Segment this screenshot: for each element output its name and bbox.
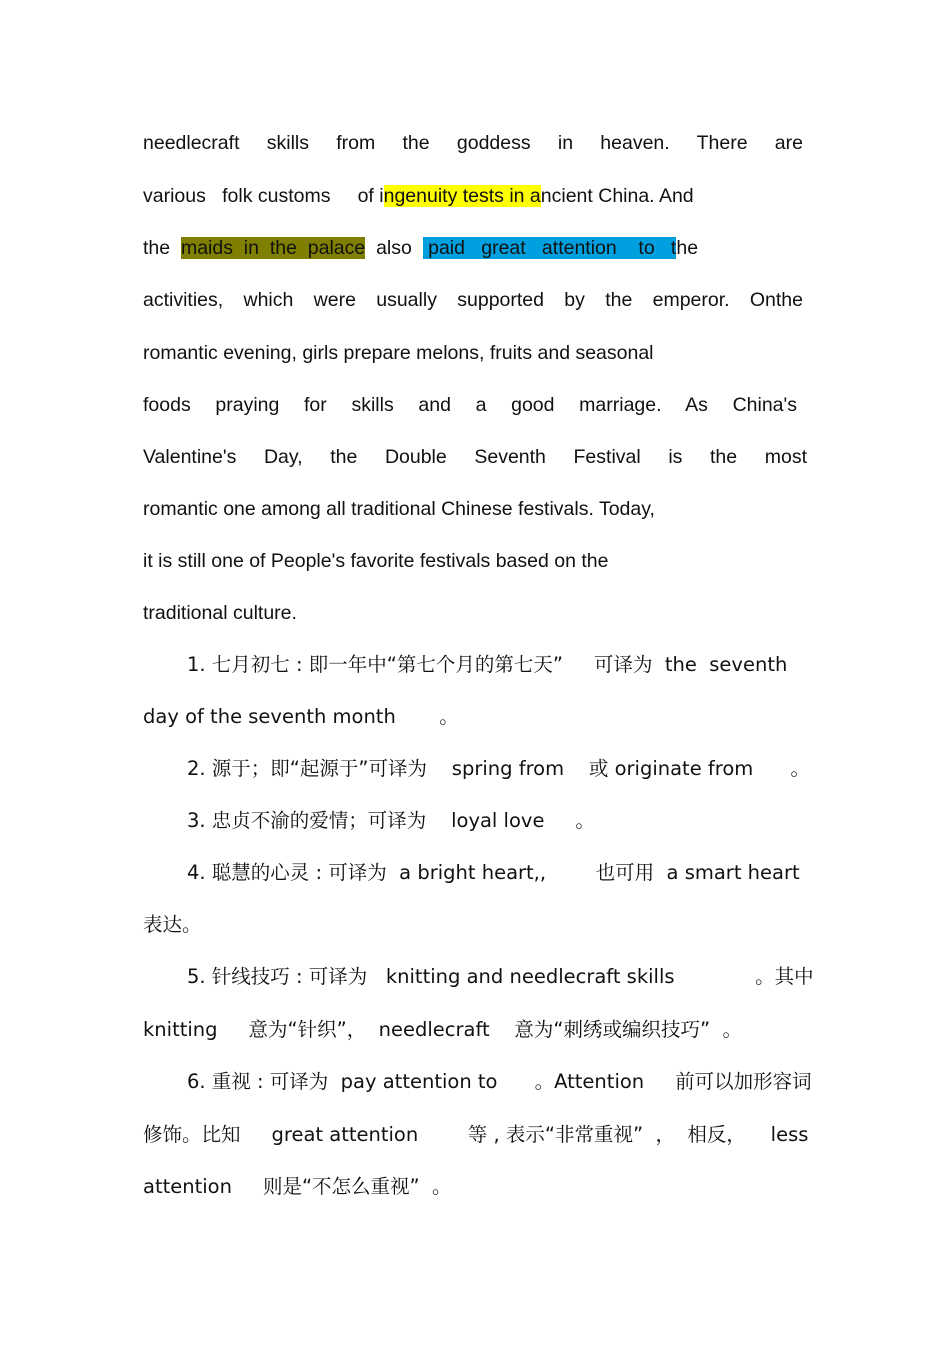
text-line-8: romantic one among all traditional Chinese festivals. Today, (143, 498, 655, 520)
text-line-10: traditional culture. (143, 602, 297, 624)
text-line-5: romantic evening, girls prepare melons, fruits and seasonal (143, 342, 654, 364)
text-line-3 (143, 233, 698, 263)
text-segment: the (143, 237, 181, 259)
note-5-line-1: 5. 针线技巧 : 可译为 knitting and needlecraft skills 。其中 (187, 965, 814, 988)
note-5-line-2: knitting 意为“针织”， needlecraft 意为“刺绣或编织技巧” 。 (143, 1018, 743, 1041)
text-line-1: needlecraft skills from the goddess in heaven. There are (143, 132, 803, 154)
note-2: 2. 源于；即“起源于”可译为 spring from 或 originate from 。 (187, 757, 810, 780)
blue-highlight: paid great attention to t (422, 237, 677, 259)
note-6-line-2: 修饰。比知 great attention 等 , 表示“非常重视” ， 相反， less (143, 1123, 809, 1146)
text-line-7: Valentine's Day, the Double Seventh Festival is the most (143, 446, 807, 468)
text-segment: various folk customs of i (143, 185, 384, 207)
olive-highlight: maids in the palace (180, 237, 366, 259)
note-3: 3. 忠贞不渝的爱情；可译为 loyal love 。 (187, 809, 595, 832)
text-segment: he (676, 237, 699, 259)
text-line-4: activities, which were usually supported by the emperor. Onthe (143, 289, 803, 311)
note-1-line-1: 1. 七月初七 : 即一年中“第七个月的第七天” 可译为 the seventh (187, 653, 788, 676)
note-1-line-2: day of the seventh month 。 (143, 705, 459, 728)
text-line-2 (143, 181, 694, 211)
yellow-highlight: ngenuity tests in a (383, 185, 541, 207)
note-4-line-1: 4. 聪慧的心灵 : 可译为 a bright heart,, 也可用 a smart heart (187, 861, 800, 884)
note-6-line-3: attention 则是“不怎么重视” 。 (143, 1175, 452, 1198)
text-line-6: foods praying for skills and a good marriage. As China's (143, 394, 797, 416)
text-line-9: it is still one of People's favorite festivals based on the (143, 550, 609, 572)
text-segment: also (365, 237, 423, 259)
note-6-line-1: 6. 重视 : 可译为 pay attention to 。Attention 前可以加形容词 (187, 1070, 812, 1093)
note-4-line-2: 表达。 (143, 913, 202, 936)
text-segment: ncient China. And (540, 185, 694, 207)
